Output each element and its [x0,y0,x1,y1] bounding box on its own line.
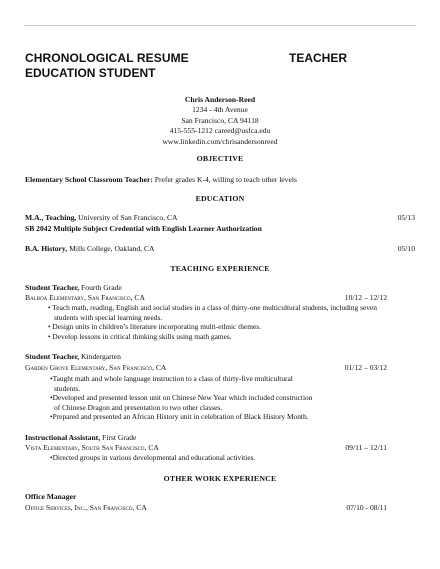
resume-role: TEACHER [289,51,348,65]
ba-school: Mills College, Oakland, CA [67,244,155,253]
contact-name: Chris Anderson-Reed [184,95,256,104]
ba-label: B.A. History, [25,244,68,253]
list-item: • Teach math, reading, English and social studies in a class of thirty-one multicultural students, including seven [48,303,377,312]
list-item: •Developed and presented lesson unit on Chinese New Year which included construction [50,393,313,403]
other-org: Office Services, Inc., San Francisco, CA [25,503,147,512]
other-dates: 07/10 - 08/11 [346,503,387,512]
job-2-org: Garden Grove Elementary, San Francisco, CA [25,363,167,372]
job-3-role: Instructional Assistant, [25,433,101,442]
ma-label: M.A., Teaching, [25,213,77,222]
list-item: •Directed groups in various developmental and educational activities. [50,453,256,462]
job-1-grade: Fourth Grade [79,283,122,292]
list-item: students with special learning needs. [54,312,163,322]
list-item: • Design units in children’s literature incorporating multi-ethnic themes. [48,322,261,332]
resume-title: CHRONOLOGICAL RESUME [25,51,189,65]
job-3-dates: 09/11 – 12/11 [345,443,387,452]
top-divider [24,25,416,26]
job-1-dates: 10/12 – 12/12 [344,293,387,302]
job-1-role: Student Teacher, [25,283,80,292]
job-1-bullets [48,303,377,341]
objective-label: Elementary School Classroom Teacher: [25,175,153,184]
objective-line [25,175,297,184]
job-2-bullets [50,374,312,422]
job-2-title [25,352,121,361]
credential: SB 2042 Multiple Subject Credential with English Learner Authorization [25,224,262,233]
list-item: •Taught math and whole language instruction to a class of thirty-five multicultural [50,374,293,383]
education-ba [25,244,155,253]
job-3-bullets [50,453,255,463]
job-2-grade: Kindergarten [79,352,121,361]
contact-linkedin: www.linkedin.com/chrisandersonreed [162,136,278,146]
objective-heading: OBJECTIVE [196,154,244,163]
list-item: students. [54,383,81,393]
contact-block [0,95,440,147]
job-3-org: Vista Elementary, South San Francisco, CA [25,443,159,452]
list-item: of Chinese Dragon and presentation to two other classes. [54,402,223,412]
contact-phone-email: 415-555-1212 careed@usfca.edu [169,126,271,136]
ma-school: University of San Francisco, CA [76,213,178,222]
job-3-grade: First Grade [100,433,137,442]
resume-subtitle: EDUCATION STUDENT [25,66,156,80]
ma-date: 05/13 [397,213,415,222]
ba-date: 05/10 [397,244,415,253]
list-item: •Prepared and presented an African History unit in celebration of Black History Month. [50,412,309,422]
teaching-heading: TEACHING EXPERIENCE [170,264,270,273]
job-1-org: Balboa Elementary, San Francisco, CA [25,293,145,302]
objective-text: Prefer grades K-4, willing to teach other levels [152,175,297,184]
other-title: Office Manager [25,492,77,501]
job-2-dates: 01/12 – 03/12 [344,363,387,372]
other-heading: OTHER WORK EXPERIENCE [163,474,277,483]
contact-city: San Francisco, CA 94118 [181,115,259,125]
education-ma [25,213,178,222]
contact-street: 1234 - 4th Avenue [192,105,248,115]
job-3-title [25,433,136,442]
job-2-role: Student Teacher, [25,352,80,361]
job-1-title [25,283,122,292]
list-item: • Develop lessons in critical thinking skills using math games. [48,331,232,341]
education-heading: EDUCATION [195,194,245,203]
